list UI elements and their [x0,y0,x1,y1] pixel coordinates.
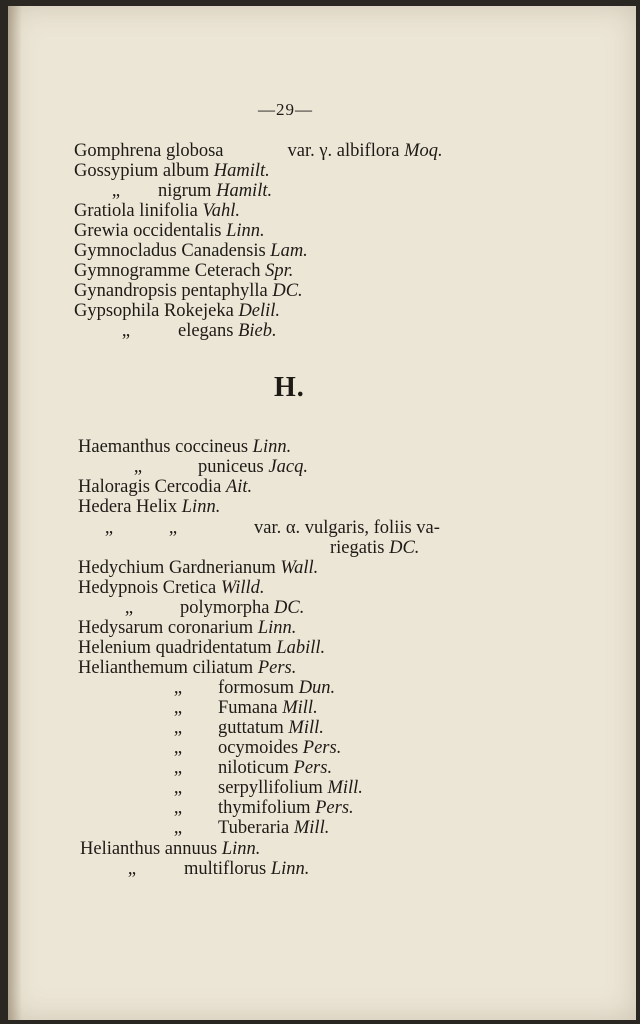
genus: Gratiola [74,201,135,221]
ditto-mark: „ [173,778,183,798]
species: Helix [136,497,178,517]
species: Fumana [218,698,278,718]
entry-line [74,282,303,301]
entry-line [80,840,260,859]
entry-line [78,478,252,497]
entry-line [74,162,270,181]
entry-line [78,639,325,658]
author: Jacq. [268,457,308,477]
genus: Gypsophila [74,301,160,321]
entry-line [138,699,318,718]
ditto-mark: „ [104,518,114,538]
author: Vahl. [202,201,240,221]
species: nigrum [158,181,212,201]
genus: Haemanthus [78,437,171,457]
species: pentaphylla [181,281,268,301]
author: Moq. [404,141,443,161]
species: annuus [164,839,218,859]
entry-line [74,242,308,261]
author: Mill. [288,718,324,738]
author: Linn. [270,859,310,879]
ditto-mark: „ [133,457,143,477]
species: thymifolium [218,798,311,818]
entry-line [138,779,363,798]
author: DC. [272,281,303,301]
entry-line [74,262,293,281]
species: elegans [178,321,234,341]
ditto-mark: „ [124,598,134,618]
entry-line [74,302,280,321]
book-page [8,6,636,1020]
ditto-mark: „ [127,859,137,879]
variety: var. γ. albiflora [287,141,400,161]
species: formosum [218,678,295,698]
ditto-mark: „ [173,758,183,778]
entry-line [74,182,272,201]
author: Linn. [226,221,265,241]
entry-line [74,322,277,341]
entry-line [138,719,324,738]
species: Gardnerianum [168,558,276,578]
ditto-mark: „ [121,321,131,341]
species: quadridentatum [155,638,272,658]
ditto-mark: „ [173,718,183,738]
species: occidentalis [133,221,222,241]
author: Lam. [270,241,308,261]
species: multiflorus [184,859,267,879]
entry-line [138,739,341,758]
author: Bieb. [238,321,277,341]
entry-line [74,222,265,241]
species: Ceterach [194,261,261,281]
entry-line [78,498,220,517]
section-heading: H. [274,372,305,403]
ditto-mark: „ [168,518,178,538]
author: DC. [389,538,420,558]
species: Cretica [162,578,217,598]
species: ocymoides [218,738,299,758]
entry-line [80,860,309,879]
author: Hamilt. [213,161,270,181]
entry-line [74,142,443,161]
page-number: —29— [258,100,313,119]
entry-line [78,458,308,477]
entry-line [74,202,240,221]
species: globosa [165,141,224,161]
variety: var. α. vulgaris, foliis va- [254,518,440,538]
species: puniceus [198,457,264,477]
species: linifolia [139,201,198,221]
ditto-mark: „ [173,798,183,818]
species: Canadensis [181,241,266,261]
entry-line [78,519,440,538]
species: ciliatum [192,658,254,678]
author: Pers. [302,738,342,758]
genus: Hedychium [78,558,165,578]
author: Linn. [221,839,261,859]
author: Mill. [282,698,318,718]
species: riegatis [330,538,385,558]
species: Rokejeka [163,301,234,321]
author: Linn. [181,497,221,517]
author: Dun. [298,678,336,698]
entry-line [138,819,329,838]
author: Pers. [315,798,354,818]
ditto-mark: „ [173,678,183,698]
genus: Hedera [78,497,132,517]
author: Delil. [238,301,281,321]
species: coccineus [175,437,249,457]
ditto-mark: „ [173,818,183,838]
genus: Helianthus [80,839,161,859]
author: Ait. [225,477,253,497]
author: Wall. [280,558,319,578]
species: guttatum [218,718,284,738]
species: Cercodia [154,477,222,497]
entry-line [78,579,265,598]
genus: Gymnogramme [74,261,191,281]
author: Labill. [276,638,326,658]
genus: Hedysarum [78,618,164,638]
ditto-mark: „ [111,181,121,201]
entry-line [138,759,332,778]
genus: Gynandropsis [74,281,177,301]
author: Linn. [252,437,292,457]
entry-line [138,799,354,818]
author: Pers. [257,658,297,678]
author: DC. [274,598,305,618]
genus: Gossypium [74,161,159,181]
entry-line [138,679,335,698]
species: niloticum [218,758,289,778]
species: serpyllifolium [218,778,323,798]
author: Spr. [265,261,294,281]
genus: Gomphrena [74,141,162,161]
author: Mill. [293,818,330,838]
author: Mill. [327,778,363,798]
genus: Helianthemum [78,658,188,678]
author: Linn. [257,618,297,638]
ditto-mark: „ [173,698,183,718]
entry-line [78,619,296,638]
species: Tuberaria [218,818,290,838]
genus: Hedypnois [78,578,159,598]
species: polymorpha [180,598,270,618]
genus: Haloragis [78,477,150,497]
entry-line [78,559,318,578]
entry-line [78,438,291,457]
genus: Grewia [74,221,129,241]
author: Willd. [220,578,265,598]
entry-line [78,599,304,618]
ditto-mark: „ [173,738,183,758]
entry-line [78,659,296,678]
genus: Helenium [78,638,151,658]
entry-line-continuation [330,539,419,558]
genus: Gymnocladus [74,241,177,261]
author: Hamilt. [216,181,273,201]
species: album [162,161,210,181]
species: coronarium [167,618,254,638]
page-gutter-shadow [8,6,22,1020]
author: Pers. [293,758,333,778]
